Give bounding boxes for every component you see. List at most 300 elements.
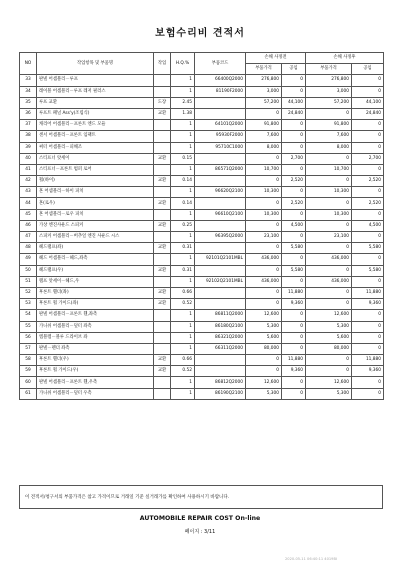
row-no: 57 xyxy=(20,343,37,354)
row-hqty: 0.52 xyxy=(171,366,195,377)
row-item-name: 스티프너－프론트 범퍼 로어 xyxy=(37,164,154,175)
row-no: 41 xyxy=(20,164,37,175)
row-labor-before: 0 xyxy=(282,120,306,131)
row-work xyxy=(154,86,171,97)
row-labor-before: 0 xyxy=(282,343,306,354)
row-labor-after: 0 xyxy=(352,310,384,321)
row-part-code: 86571Q2000 xyxy=(195,164,246,175)
row-work xyxy=(154,377,171,388)
row-labor-before: 0 xyxy=(282,321,306,332)
row-labor-after: 0 xyxy=(352,142,384,153)
row-part-code xyxy=(195,299,246,310)
row-price-before: 276,800 xyxy=(246,75,282,86)
row-labor-before: 44,100 xyxy=(282,97,306,108)
row-item-name: 판넬 어셈블리－프론트 휀,좌측 xyxy=(37,310,154,321)
row-no: 35 xyxy=(20,97,37,108)
row-part-code xyxy=(195,198,246,209)
row-item-name: 혼 어셈블리－하이 피치 xyxy=(37,187,154,198)
row-price-after: 57,200 xyxy=(306,97,352,108)
row-hqty: 1 xyxy=(171,209,195,220)
table-row xyxy=(20,254,384,265)
row-price-before: 80,000 xyxy=(246,343,282,354)
row-work: 교환 xyxy=(154,198,171,209)
row-price-before: 0 xyxy=(246,355,282,366)
table-row xyxy=(20,153,384,164)
row-no: 47 xyxy=(20,232,37,243)
row-part-code: 96610Q2100 xyxy=(195,209,246,220)
row-labor-after: 9,360 xyxy=(352,299,384,310)
table-row xyxy=(20,164,384,175)
row-price-after: 0 xyxy=(306,265,352,276)
row-hqty: 1 xyxy=(171,332,195,343)
row-hqty: 1 xyxy=(171,232,195,243)
table-row xyxy=(20,108,384,119)
row-hqty: 1 xyxy=(171,254,195,265)
row-price-after: 3,000 xyxy=(306,86,352,97)
row-item-name: 헤드램프(우) xyxy=(37,265,154,276)
row-work: 교환 xyxy=(154,355,171,366)
row-labor-before: 11,880 xyxy=(282,287,306,298)
row-work: 교환 xyxy=(154,108,171,119)
row-price-after: 5,300 xyxy=(306,321,352,332)
row-price-before: 10,300 xyxy=(246,209,282,220)
row-price-before: 3,000 xyxy=(246,86,282,97)
header-work: 작업 xyxy=(154,53,171,75)
row-price-after: 276,800 xyxy=(306,75,352,86)
row-no: 48 xyxy=(20,243,37,254)
row-part-code: 66311Q2000 xyxy=(195,343,246,354)
row-hqty: 0.66 xyxy=(171,287,195,298)
row-labor-after: 0 xyxy=(352,321,384,332)
row-item-name: 써터 어셈블리－피해조 xyxy=(37,142,154,153)
table-row xyxy=(20,332,384,343)
row-work xyxy=(154,187,171,198)
row-price-after: 10,300 xyxy=(306,187,352,198)
footer-title: AUTOMOBILE REPAIR COST On-line xyxy=(139,515,261,522)
row-price-before: 10,300 xyxy=(246,187,282,198)
table-row xyxy=(20,321,384,332)
table-row xyxy=(20,86,384,97)
table-row xyxy=(20,232,384,243)
row-hqty: 1 xyxy=(171,310,195,321)
table-row xyxy=(20,343,384,354)
row-no: 61 xyxy=(20,388,37,399)
row-labor-before: 0 xyxy=(282,276,306,287)
row-item-name: 후론트 휀더(좌) xyxy=(37,287,154,298)
row-work xyxy=(154,142,171,153)
row-price-after: 0 xyxy=(306,287,352,298)
row-hqty: 1 xyxy=(171,388,195,399)
table-row xyxy=(20,131,384,142)
row-no: 40 xyxy=(20,153,37,164)
row-labor-after: 0 xyxy=(352,131,384,142)
row-price-after: 0 xyxy=(306,243,352,254)
row-item-name: 헤드 어셈블리－헤드,좌측 xyxy=(37,254,154,265)
row-price-after: 10,700 xyxy=(306,164,352,175)
row-labor-after: 0 xyxy=(352,187,384,198)
row-price-before: 436,000 xyxy=(246,254,282,265)
table-header xyxy=(20,53,384,75)
row-hqty: 1 xyxy=(171,75,195,86)
row-part-code: 96395Q2000 xyxy=(195,232,246,243)
row-work: 교환 xyxy=(154,176,171,187)
row-labor-before: 0 xyxy=(282,86,306,97)
row-labor-after: 0 xyxy=(352,232,384,243)
header-no: NO xyxy=(20,53,37,75)
row-price-before: 0 xyxy=(246,243,282,254)
row-part-code: 86811Q2000 xyxy=(195,310,246,321)
table-row xyxy=(20,97,384,108)
row-price-before: 436,000 xyxy=(246,276,282,287)
row-price-after: 0 xyxy=(306,176,352,187)
row-labor-after: 2,700 xyxy=(352,153,384,164)
row-price-before: 7,600 xyxy=(246,131,282,142)
row-labor-after: 0 xyxy=(352,209,384,220)
row-work xyxy=(154,131,171,142)
row-no: 39 xyxy=(20,142,37,153)
row-labor-after: 5,580 xyxy=(352,265,384,276)
row-part-code: 96620Q2100 xyxy=(195,187,246,198)
row-part-code xyxy=(195,287,246,298)
row-no: 49 xyxy=(20,254,37,265)
row-labor-before: 0 xyxy=(282,254,306,265)
table-row xyxy=(20,388,384,399)
row-hqty: 0.52 xyxy=(171,299,195,310)
row-labor-after: 5,580 xyxy=(352,243,384,254)
row-no: 38 xyxy=(20,131,37,142)
row-item-name: 휠(하이) xyxy=(37,176,154,187)
row-labor-after: 0 xyxy=(352,276,384,287)
row-labor-after: 11,880 xyxy=(352,355,384,366)
row-price-before: 0 xyxy=(246,287,282,298)
row-price-before: 0 xyxy=(246,176,282,187)
row-work xyxy=(154,232,171,243)
table-row xyxy=(20,120,384,131)
row-labor-before: 2,520 xyxy=(282,176,306,187)
row-labor-before: 0 xyxy=(282,310,306,321)
row-part-code: 64101Q2000 xyxy=(195,120,246,131)
row-hqty: 1 xyxy=(171,164,195,175)
row-price-before: 0 xyxy=(246,153,282,164)
header-labor-before: 공임 xyxy=(282,64,306,75)
row-no: 34 xyxy=(20,86,37,97)
row-hqty: 1 xyxy=(171,86,195,97)
row-item-name: 캐리어 어셈블리－프론트 엔드 모듈 xyxy=(37,120,154,131)
row-labor-after: 2,520 xyxy=(352,198,384,209)
row-labor-before: 0 xyxy=(282,187,306,198)
row-item-name: 후론트 휠 가이드(우) xyxy=(37,366,154,377)
row-price-after: 7,600 xyxy=(306,131,352,142)
row-labor-before: 9,360 xyxy=(282,299,306,310)
row-price-before: 0 xyxy=(246,366,282,377)
row-labor-after: 0 xyxy=(352,388,384,399)
row-work xyxy=(154,310,171,321)
row-price-before: 10,700 xyxy=(246,164,282,175)
row-price-before: 0 xyxy=(246,299,282,310)
row-work: 도장 xyxy=(154,97,171,108)
row-labor-after: 44,100 xyxy=(352,97,384,108)
row-item-name: 스티프너 앗세이 xyxy=(37,153,154,164)
row-part-code xyxy=(195,220,246,231)
header-hqty: H.Q.% xyxy=(171,53,195,75)
row-hqty: 2.45 xyxy=(171,97,195,108)
row-labor-after: 2,520 xyxy=(352,176,384,187)
row-labor-after: 0 xyxy=(352,164,384,175)
row-hqty: 1.38 xyxy=(171,108,195,119)
row-labor-before: 24,840 xyxy=(282,108,306,119)
table-row xyxy=(20,287,384,298)
row-labor-before: 9,360 xyxy=(282,366,306,377)
row-hqty: 1 xyxy=(171,120,195,131)
table-row xyxy=(20,220,384,231)
row-labor-before: 0 xyxy=(282,332,306,343)
row-labor-after: 0 xyxy=(352,120,384,131)
row-part-code xyxy=(195,153,246,164)
row-no: 44 xyxy=(20,198,37,209)
print-stamp: 2020-05-11 06:40:11 4019BI xyxy=(285,557,337,561)
row-item-name: 엠블렘－블루 드라이브 좌 xyxy=(37,332,154,343)
row-work xyxy=(154,343,171,354)
header-before-adjust: 손해 사정전 xyxy=(246,53,306,64)
row-price-after: 0 xyxy=(306,355,352,366)
row-part-code: 92101Q2101MBL xyxy=(195,254,246,265)
row-price-before: 12,600 xyxy=(246,377,282,388)
row-price-before: 0 xyxy=(246,265,282,276)
table-row xyxy=(20,209,384,220)
row-item-name: 루프 교환 xyxy=(37,97,154,108)
row-part-code: 92102Q2101MBL xyxy=(195,276,246,287)
row-price-before: 5,300 xyxy=(246,388,282,399)
row-no: 56 xyxy=(20,332,37,343)
row-part-code: 86321Q2000 xyxy=(195,332,246,343)
row-price-after: 10,300 xyxy=(306,209,352,220)
row-price-before: 57,200 xyxy=(246,97,282,108)
row-part-code: 95930F2000 xyxy=(195,131,246,142)
row-part-code: 86180Q2100 xyxy=(195,321,246,332)
table-row xyxy=(20,176,384,187)
header-price-after: 부품가격 xyxy=(306,64,352,75)
row-no: 54 xyxy=(20,310,37,321)
row-work xyxy=(154,254,171,265)
header-after-adjust: 손해 사정후 xyxy=(306,53,384,64)
row-no: 43 xyxy=(20,187,37,198)
row-hqty: 0.14 xyxy=(171,176,195,187)
row-labor-after: 24,840 xyxy=(352,108,384,119)
row-no: 53 xyxy=(20,299,37,310)
row-labor-before: 0 xyxy=(282,75,306,86)
row-hqty: 0.15 xyxy=(171,153,195,164)
row-labor-before: 4,500 xyxy=(282,220,306,231)
header-code: 부품코드 xyxy=(195,53,246,75)
row-part-code xyxy=(195,108,246,119)
row-part-code xyxy=(195,176,246,187)
row-hqty: 0.66 xyxy=(171,355,195,366)
row-price-after: 0 xyxy=(306,198,352,209)
row-labor-after: 9,360 xyxy=(352,366,384,377)
row-labor-before: 11,880 xyxy=(282,355,306,366)
row-labor-before: 0 xyxy=(282,209,306,220)
row-price-before: 5,300 xyxy=(246,321,282,332)
row-hqty: 0.14 xyxy=(171,198,195,209)
row-no: 52 xyxy=(20,287,37,298)
page-number: 페이지 : 3/11 xyxy=(184,529,216,535)
row-work xyxy=(154,209,171,220)
row-part-code: 86812Q2000 xyxy=(195,377,246,388)
table-row xyxy=(20,276,384,287)
table-row xyxy=(20,243,384,254)
row-hqty: 1 xyxy=(171,343,195,354)
row-part-code: 95710C1000 xyxy=(195,142,246,153)
row-hqty: 1 xyxy=(171,276,195,287)
row-price-before: 0 xyxy=(246,198,282,209)
row-no: 59 xyxy=(20,366,37,377)
row-price-after: 0 xyxy=(306,108,352,119)
row-no: 58 xyxy=(20,355,37,366)
table-row xyxy=(20,355,384,366)
row-price-after: 436,000 xyxy=(306,276,352,287)
row-price-after: 12,600 xyxy=(306,310,352,321)
table-row xyxy=(20,75,384,86)
row-no: 37 xyxy=(20,120,37,131)
table-row xyxy=(20,142,384,153)
table-body xyxy=(20,75,384,399)
row-no: 51 xyxy=(20,276,37,287)
row-no: 36 xyxy=(20,108,37,119)
row-item-name: 가상 엔진사운드 스피커 xyxy=(37,220,154,231)
row-price-after: 91,800 xyxy=(306,120,352,131)
table-row xyxy=(20,299,384,310)
row-labor-before: 0 xyxy=(282,142,306,153)
row-price-after: 436,000 xyxy=(306,254,352,265)
row-price-before: 5,600 xyxy=(246,332,282,343)
table-row xyxy=(20,310,384,321)
row-labor-before: 2,700 xyxy=(282,153,306,164)
row-part-code xyxy=(195,97,246,108)
row-item-name: 혼(로우) xyxy=(37,198,154,209)
row-labor-after: 0 xyxy=(352,343,384,354)
row-labor-before: 0 xyxy=(282,388,306,399)
row-price-after: 0 xyxy=(306,366,352,377)
row-item-name: 판넬 어셈블리－프론트 휀,우측 xyxy=(37,377,154,388)
row-no: 50 xyxy=(20,265,37,276)
row-labor-before: 5,580 xyxy=(282,243,306,254)
row-item-name: 헤드램프(좌) xyxy=(37,243,154,254)
row-work: 교환 xyxy=(154,153,171,164)
table-row xyxy=(20,377,384,388)
row-price-after: 23,100 xyxy=(306,232,352,243)
row-price-after: 0 xyxy=(306,220,352,231)
row-no: 60 xyxy=(20,377,37,388)
row-price-before: 12,600 xyxy=(246,310,282,321)
row-hqty: 1 xyxy=(171,377,195,388)
row-labor-after: 4,500 xyxy=(352,220,384,231)
row-hqty: 0.31 xyxy=(171,243,195,254)
row-labor-before: 0 xyxy=(282,377,306,388)
row-no: 33 xyxy=(20,75,37,86)
row-part-code xyxy=(195,366,246,377)
row-work: 교환 xyxy=(154,265,171,276)
row-hqty: 1 xyxy=(171,142,195,153)
row-labor-before: 2,520 xyxy=(282,198,306,209)
row-work xyxy=(154,276,171,287)
row-work xyxy=(154,321,171,332)
row-item-name: 혼 어셈블리－로우 피치 xyxy=(37,209,154,220)
row-item-name: 루프트 패널 Ass'y(조립식) xyxy=(37,108,154,119)
row-price-before: 8,000 xyxy=(246,142,282,153)
row-no: 46 xyxy=(20,220,37,231)
row-hqty: 1 xyxy=(171,321,195,332)
row-item-name: 센서 어셈블리－프론트 임팩트 xyxy=(37,131,154,142)
row-item-name: 레이블 어셈블리－루프 레저 필러스 xyxy=(37,86,154,97)
row-work: 교환 xyxy=(154,220,171,231)
row-price-after: 8,000 xyxy=(306,142,352,153)
row-price-before: 0 xyxy=(246,220,282,231)
table-row xyxy=(20,265,384,276)
row-labor-before: 5,580 xyxy=(282,265,306,276)
row-price-before: 0 xyxy=(246,108,282,119)
row-labor-before: 0 xyxy=(282,164,306,175)
row-part-code: 66400Q2000 xyxy=(195,75,246,86)
row-no: 45 xyxy=(20,209,37,220)
row-labor-after: 0 xyxy=(352,377,384,388)
row-item-name: 후론트 휠 가이드(좌) xyxy=(37,299,154,310)
table-row xyxy=(20,198,384,209)
row-work xyxy=(154,120,171,131)
row-item-name: 후론트 휀더(우) xyxy=(37,355,154,366)
row-price-after: 0 xyxy=(306,299,352,310)
row-item-name: 램프 앗세이－헤드,우 xyxy=(37,276,154,287)
row-part-code xyxy=(195,243,246,254)
row-labor-after: 0 xyxy=(352,86,384,97)
table-row xyxy=(20,366,384,377)
table-row xyxy=(20,187,384,198)
row-part-code xyxy=(195,265,246,276)
row-item-name: 가니쉬 어셈블리－덮터 좌측 xyxy=(37,321,154,332)
row-labor-after: 0 xyxy=(352,332,384,343)
row-work: 교환 xyxy=(154,366,171,377)
row-part-code xyxy=(195,355,246,366)
row-item-name: 스피커 어셈블리－버추얼 엔진 사운드 시스 xyxy=(37,232,154,243)
row-labor-before: 0 xyxy=(282,232,306,243)
header-item: 작업항목 및 부품명 xyxy=(37,53,154,75)
row-hqty: 1 xyxy=(171,131,195,142)
row-labor-before: 0 xyxy=(282,131,306,142)
row-item-name: 판넬－펜더 좌측 xyxy=(37,343,154,354)
row-work: 교환 xyxy=(154,243,171,254)
row-work xyxy=(154,332,171,343)
row-hqty: 0.25 xyxy=(171,220,195,231)
row-price-after: 12,600 xyxy=(306,377,352,388)
row-hqty: 1 xyxy=(171,187,195,198)
row-work xyxy=(154,164,171,175)
row-labor-after: 0 xyxy=(352,254,384,265)
row-price-before: 23,100 xyxy=(246,232,282,243)
row-price-after: 5,300 xyxy=(306,388,352,399)
row-work: 교환 xyxy=(154,299,171,310)
row-no: 55 xyxy=(20,321,37,332)
row-price-after: 80,000 xyxy=(306,343,352,354)
row-work xyxy=(154,75,171,86)
row-work xyxy=(154,388,171,399)
row-price-after: 0 xyxy=(306,153,352,164)
estimate-table xyxy=(19,52,384,400)
row-item-name: 판넬 어셈블리－루프 xyxy=(37,75,154,86)
row-work: 교환 xyxy=(154,287,171,298)
header-price-before: 부품가격 xyxy=(246,64,282,75)
notice-box: 이 견적서/청구서의 부품가격은 참고 가격이므로 거래일 기준 실거래가를 확인하여 사용하시기 바랍니다. xyxy=(19,485,383,509)
row-price-after: 5,600 xyxy=(306,332,352,343)
document-title: 보험수리비 견적서 xyxy=(155,28,245,39)
